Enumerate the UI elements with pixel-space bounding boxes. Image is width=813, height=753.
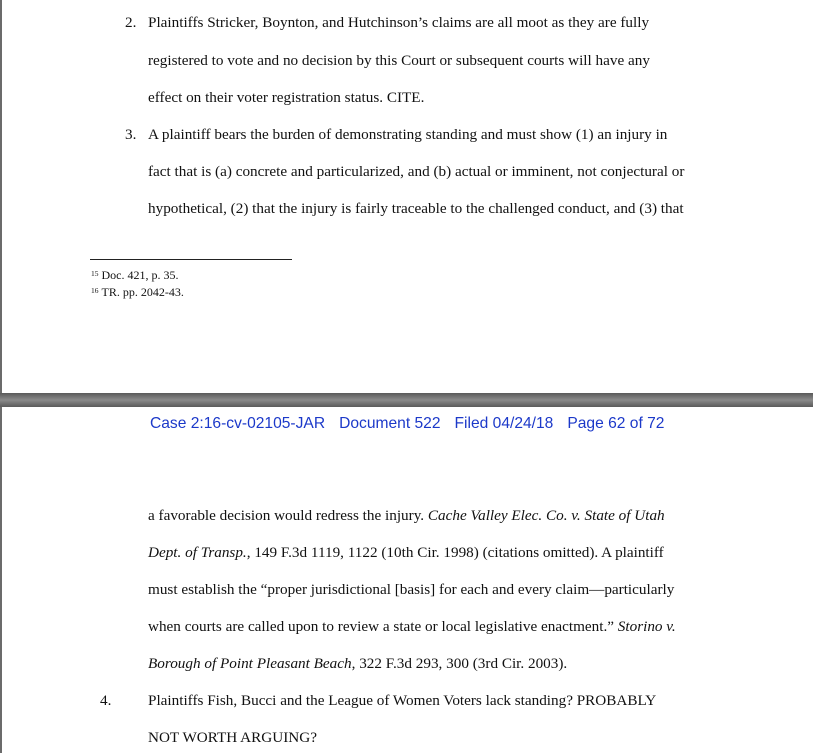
case-citation: Cache Valley Elec. Co. v. State of Utah: [427, 507, 665, 524]
paragraph-line-3: must establish the “proper jurisdictional [basis] for each and every claim—particularly: [148, 581, 675, 598]
page-count: Page 62 of 72: [567, 415, 665, 432]
footnote-16: [91, 285, 184, 299]
case-number: Case 2:16-cv-02105-JAR: [150, 415, 326, 432]
item-3-line-1: A plaintiff bears the burden of demonstrating standing and must show (1) an injury in: [148, 126, 668, 143]
document-page-bottom: [0, 407, 813, 753]
item-2-line-3: effect on their voter registration status. CITE.: [148, 89, 425, 106]
item-number-2: 2.: [125, 14, 137, 31]
document-number: Document 522: [339, 415, 441, 432]
item-2-line-2: registered to vote and no decision by this Court or subsequent courts will have any: [148, 52, 650, 69]
filed-date: Filed 04/24/18: [454, 415, 554, 432]
text-run: when courts are called upon to review a state or local legislative enactment.”: [148, 618, 618, 635]
case-citation: Borough of Point Pleasant Beach: [148, 655, 352, 672]
text-run: a favorable decision would redress the injury.: [148, 507, 428, 524]
item-4-line-1: Plaintiffs Fish, Bucci and the League of Women Voters lack standing? PROBABLY: [148, 692, 657, 709]
item-3-line-2: fact that is (a) concrete and particularized, and (b) actual or imminent, not conjectural or: [148, 163, 685, 180]
footnote-text: TR. pp. 2042-43.: [101, 285, 184, 299]
page-separator: [0, 393, 813, 407]
item-number-3: 3.: [125, 126, 137, 143]
case-header: [150, 415, 678, 433]
footnote-15: [91, 268, 179, 282]
paragraph-line-1: [148, 507, 665, 525]
item-4-line-2: NOT WORTH ARGUING?: [148, 729, 317, 746]
paragraph-line-5: [148, 655, 567, 673]
paragraph-line-4: [148, 618, 676, 636]
case-citation: Dept. of Transp.: [148, 544, 247, 561]
footnote-mark: 15: [91, 269, 99, 278]
item-2-line-1: Plaintiffs Stricker, Boynton, and Hutchinson’s claims are all moot as they are fully: [148, 14, 650, 31]
paragraph-line-2: [148, 544, 664, 562]
text-run: , 149 F.3d 1119, 1122 (10th Cir. 1998) (citations omitted). A plaintiff: [246, 544, 664, 561]
footnote-text: Doc. 421, p. 35.: [101, 268, 179, 282]
item-number-4: 4.: [100, 692, 112, 709]
case-citation: Storino v.: [617, 618, 676, 635]
footnote-divider: [90, 259, 292, 260]
text-run: , 322 F.3d 293, 300 (3rd Cir. 2003).: [351, 655, 568, 672]
footnote-mark: 16: [91, 286, 99, 295]
item-3-line-3: hypothetical, (2) that the injury is fairly traceable to the challenged conduct, and (3) that: [148, 200, 684, 217]
